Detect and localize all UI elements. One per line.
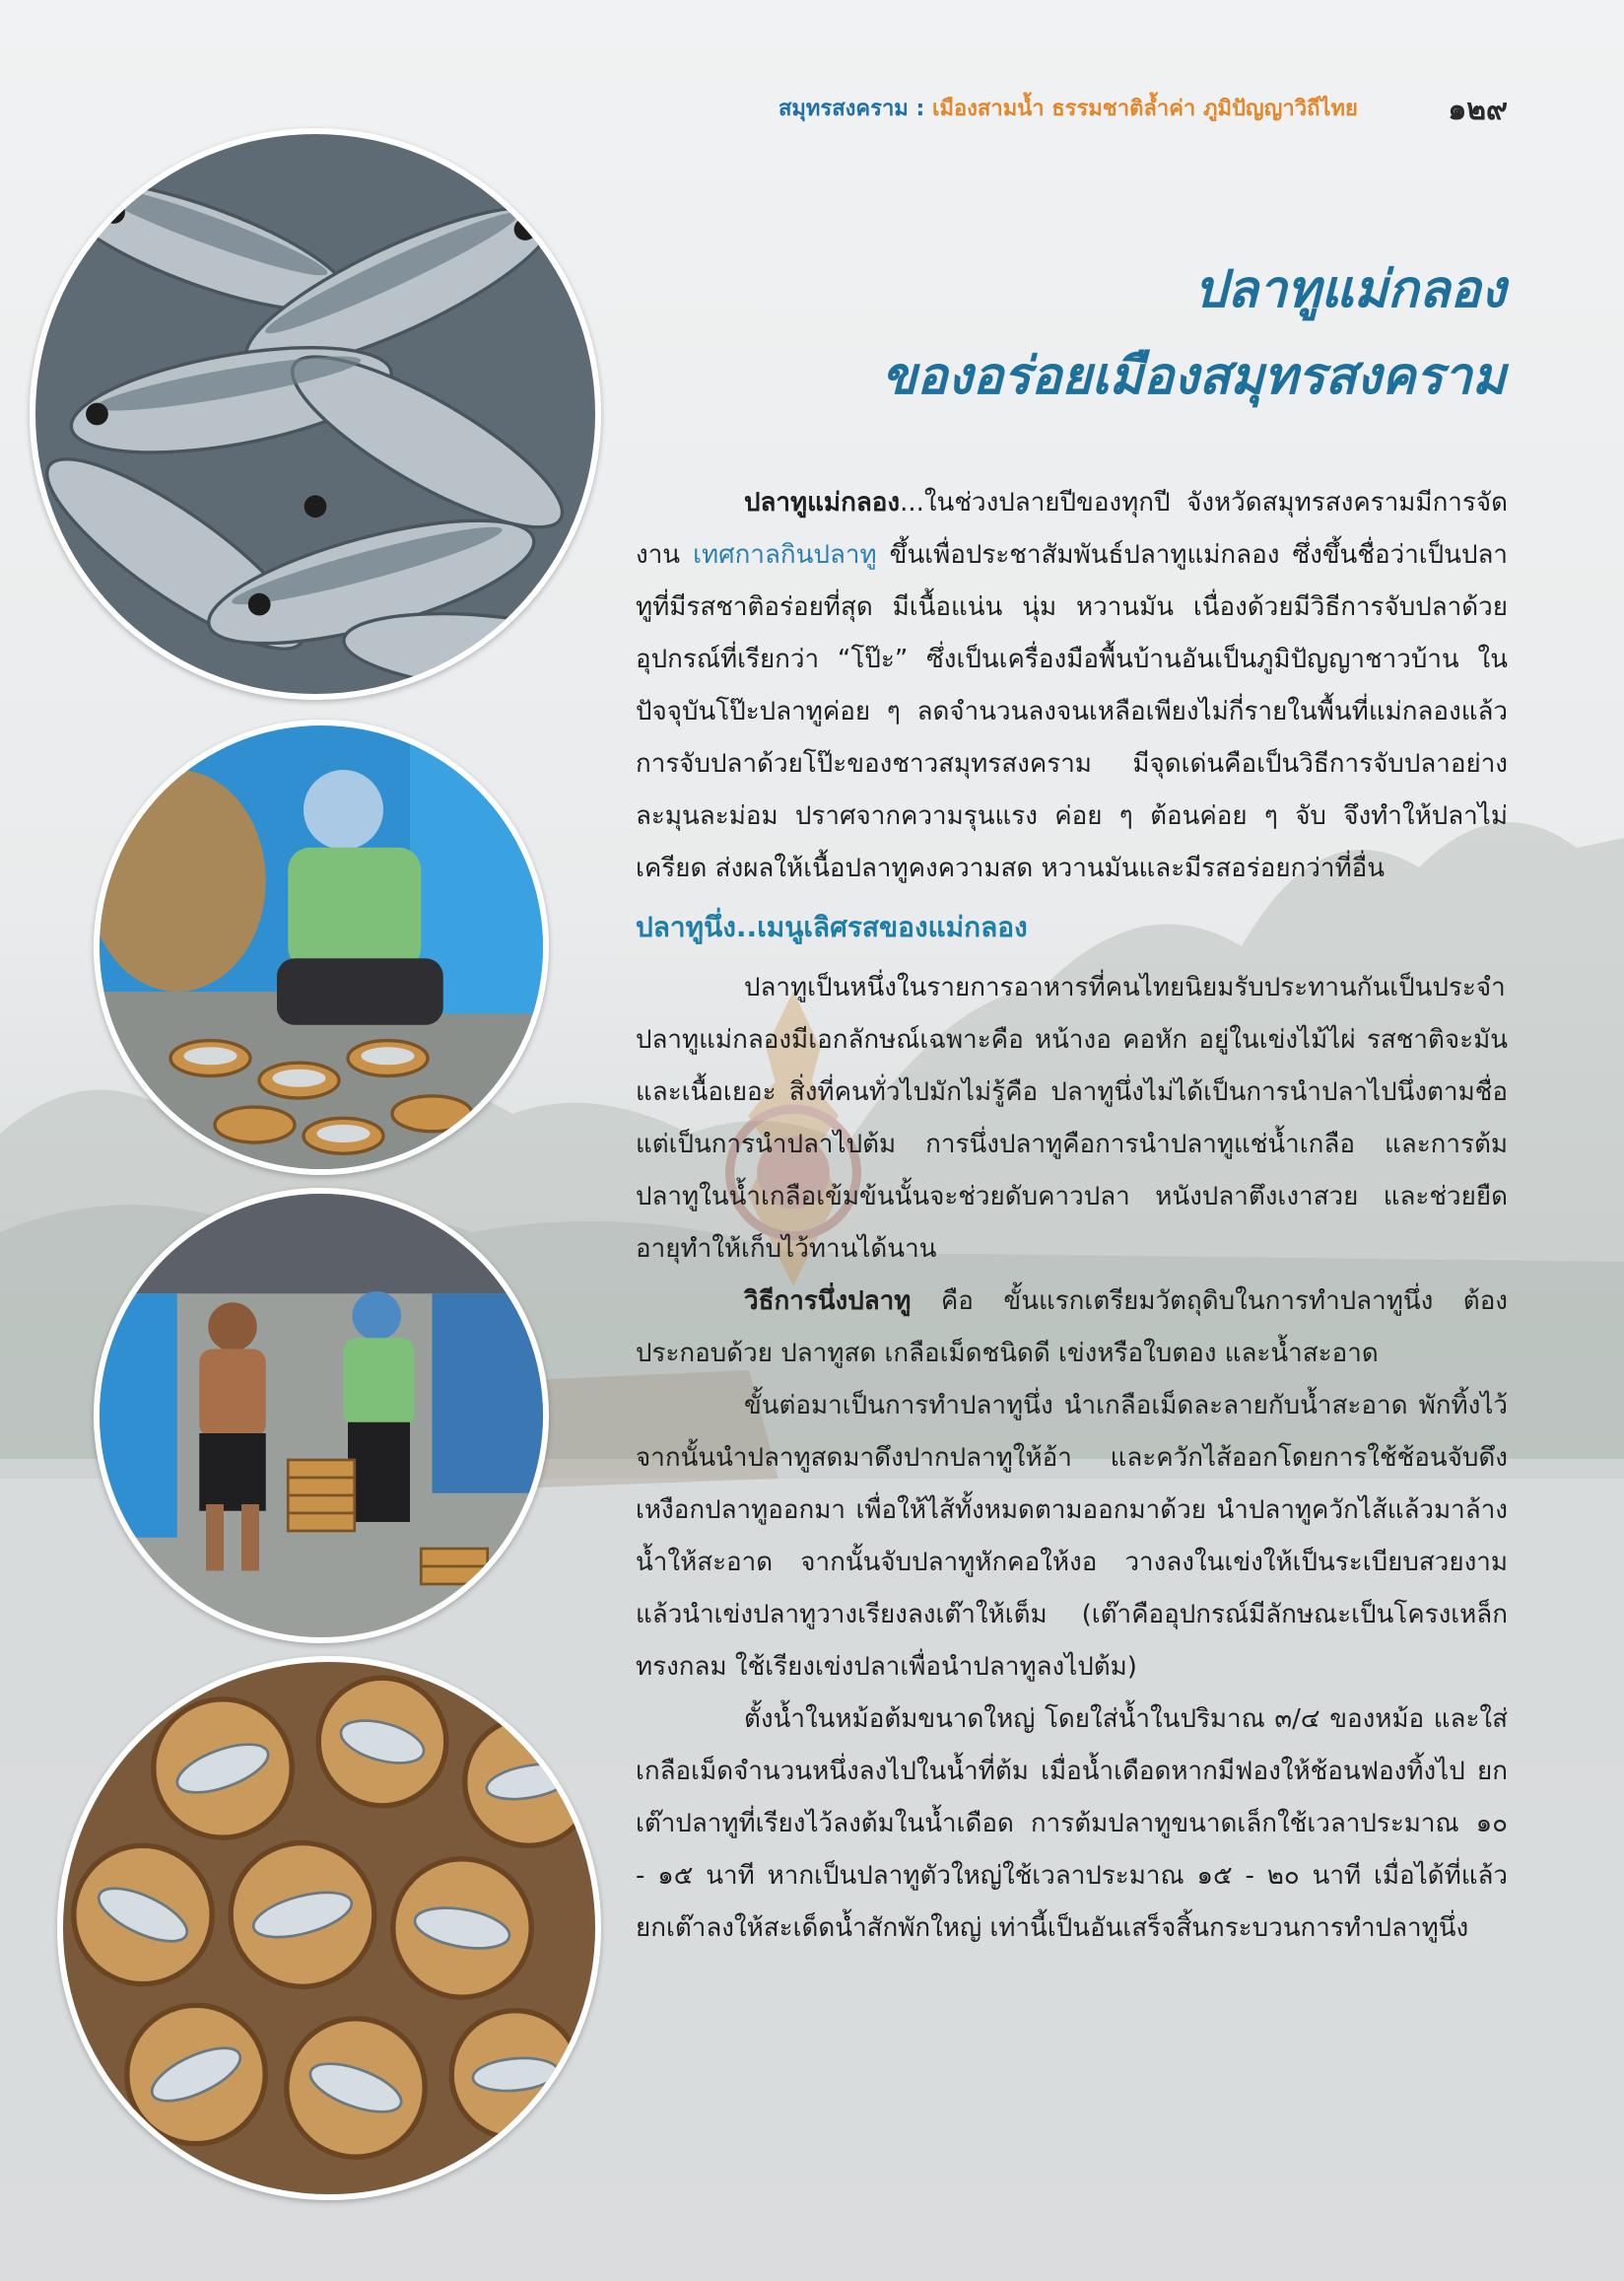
festival-highlight: เทศกาลกินปลาทู [693,540,877,570]
photo-steamed-mackerel-baskets [57,1656,601,2200]
paragraph-boiling: ตั้งน้ำในหม้อต้มขนาดใหญ่ โดยใส่น้ำในปริมาณ ๓/๔ ของหม้อ และใส่เกลือเม็ดจำนวนหนึ่งลงไปในน้ำที่ต้ม เมื่อน้ำเดือดหากมีฟองให้ช้อนฟองทิ้งไป ยกเต๊าปลาทูที่เรียงไว้ลงต้มในน้ำเดือด การต้มปลาทูขนาดเล็กใช้เวลาประมาณ ๑๐ - ๑๕ นาที หากเป็นปลาทูตัวใหญ่ใช้เวลาประมาณ ๑๕ - ๒๐ นาที เมื่อได้ที่แล้ว ยกเต๊าลงให้สะเด็ดน้ำสักพักใหญ่ เท่านี้เป็นอันเสร็จสิ้นกระบวนการทำปลาทูนึ่ง [636,1704,1508,1943]
article-title [698,246,1506,420]
intro-text-b: ขึ้นเพื่อประชาสัมพันธ์ปลาทูแม่กลอง ซึ่งขึ้นชื่อว่าเป็นปลาทูที่มีรสชาติอร่อยที่สุด มีเนื้อแน่น นุ่ม หวานมัน เนื่องด้วยมีวิธีการจับปลาด้วยอุปกรณ์ที่เรียกว่า “โป๊ะ” ซึ่งเป็นเครื่องมือพื้นบ้านอันเป็นภูมิปัญญาชาวบ้าน ในปัจจุบันโป๊ะปลาทูค่อย ๆ ลดจำนวนลงจนเหลือเพียงไม่กี่รายในพื้นที่แม่กลองแล้ว การจับปลาด้วยโป๊ะของชาวสมุทรสงคราม มีจุดเด่นคือเป็นวิธีการจับปลาอย่างละมุนละม่อม ปราศจากความรุนแรง ค่อย ๆ ต้อนค่อย ๆ จับ จึงทำให้ปลาไม่เครียด ส่งผลให้เนื้อปลาทูคงความสด หวานมันและมีรสอร่อยกว่าที่อื่น [636,540,1508,883]
method-bold-term: วิธีการนึ่งปลาทู [744,1286,912,1316]
header-left: สมุทรสงคราม : [778,97,925,121]
title-line-2: ของอร่อยเมืองสมุทรสงคราม [881,346,1506,406]
photo-worker-arranging-baskets [94,720,549,1175]
intro-text-a: ...ในช่วงปลายปีของทุกปี จังหวัดสมุทรสงครามมีการจัดงาน [636,488,1508,570]
photo-workers-carrying-baskets [94,1188,549,1643]
intro-bold-term: ปลาทูแม่กลอง [744,488,901,518]
title-line-1: ปลาทูแม่กลอง [1193,259,1506,319]
header-right: เมืองสามน้ำ ธรรมชาติล้ำค่า ภูมิปัญญาวิถีไทย [931,97,1358,121]
method-text: คือ ขั้นแรกเตรียมวัตถุดิบในการทำปลาทูนึ่ง ต้องประกอบด้วย ปลาทูสด เกลือเม็ดชนิดดี เข่งหรือใบตอง และน้ำสะอาด [636,1286,1508,1368]
running-header [778,91,1547,130]
paragraph-intro [636,477,1508,895]
paragraph-steps: ขั้นต่อมาเป็นการทำปลาทูนึ่ง นำเกลือเม็ดละลายกับน้ำสะอาด พักทิ้งไว้ จากนั้นนำปลาทูสดมาดึงปากปลาทูให้อ้า และควักไส้ออกโดยการใช้ช้อนจับดึงเหงือกปลาทูออกมา เพื่อให้ไส้ทั้งหมดตามออกมาด้วย นำปลาทูควักไส้แล้วมาล้างน้ำให้สะอาด จากนั้นจับปลาทูหักคอให้งอ วางลงในเข่งให้เป็นระเบียบสวยงาม แล้วนำเข่งปลาทูวางเรียงลงเต๊าให้เต็ม (เต๊าคืออุปกรณ์มีลักษณะเป็นโครงเหล็กทรงกลม ใช้เรียงเข่งปลาเพื่อนำปลาทูลงไปต้ม) [636,1391,1508,1682]
paragraph-steamed-mackerel: ปลาทูเป็นหนึ่งในรายการอาหารที่คนไทยนิยมรับประทานกันเป็นประจำ ปลาทูแม่กลองมีเอกลักษณ์เฉพาะคือ หน้างอ คอหัก อยู่ในเข่งไม้ไผ่ รสชาติจะมันและเนื้อเยอะ สิ่งที่คนทั่วไปมักไม่รู้คือ ปลาทูนึ่งไม่ได้เป็นการนำปลาไปนึ่งตามชื่อ แต่เป็นการนำปลาไปต้ม การนึ่งปลาทูคือการนำปลาทูแช่น้ำเกลือ และการต้มปลาทูในน้ำเกลือเข้มข้นนั้นจะช่วยดับคาวปลา หนังปลาตึงเงาสวย และช่วยยืดอายุทำให้เก็บไว้ทานได้นาน [636,973,1508,1264]
section-heading: ปลาทูนึ่ง..เมนูเลิศรสของแม่กลอง [636,911,1028,943]
photo-fresh-mackerel [30,128,601,700]
article-body [636,477,1508,1955]
paragraph-method [636,1276,1508,1380]
page-number: ๑๒๙ [1448,93,1508,127]
